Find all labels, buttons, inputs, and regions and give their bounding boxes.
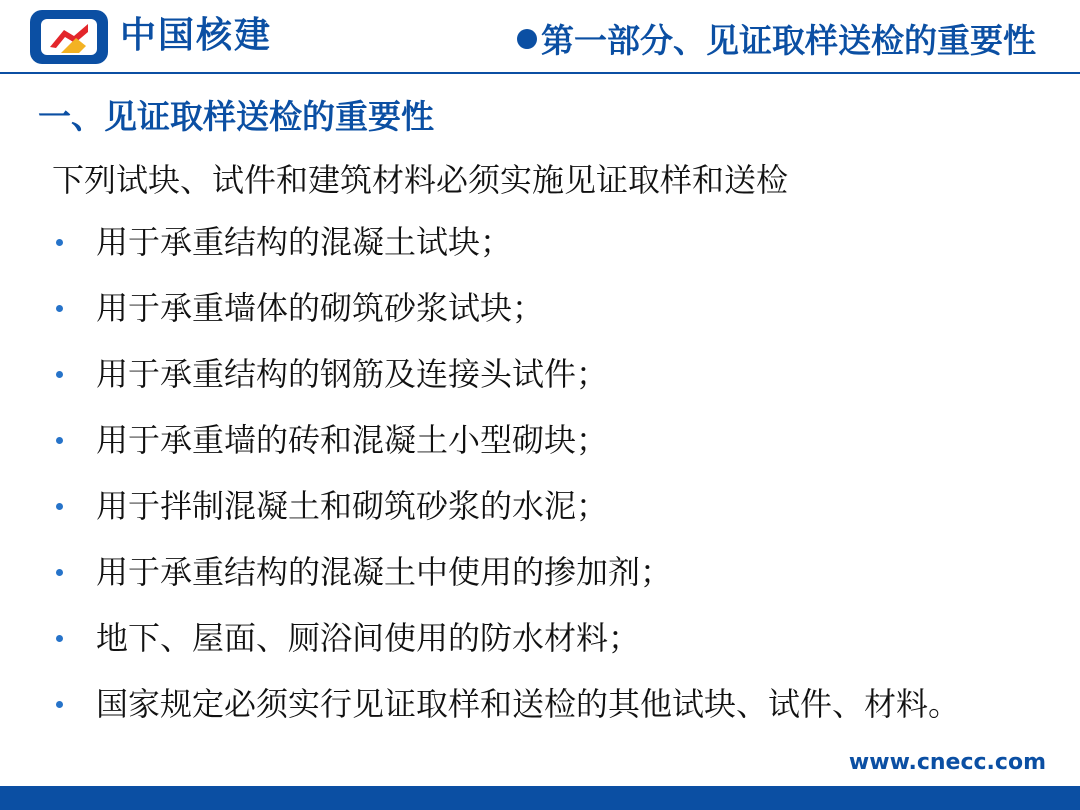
bullet-icon (56, 701, 63, 708)
list-item-text: 用于承重结构的混凝土试块； (96, 223, 513, 261)
list-item (48, 288, 968, 328)
list-item (48, 354, 968, 394)
bullet-icon (56, 305, 63, 312)
bullet-icon (56, 239, 63, 246)
list-item-text: 地下、屋面、厕浴间使用的防水材料； (96, 619, 641, 657)
list-item-text: 用于承重结构的混凝土中使用的掺加剂； (96, 553, 673, 591)
page-heading: 一、见证取样送检的重要性 (38, 97, 434, 136)
bullet-icon (56, 635, 63, 642)
footer-bar (0, 786, 1080, 810)
list-item-text: 用于承重墙体的砌筑砂浆试块； (96, 289, 545, 327)
bullet-icon (56, 569, 63, 576)
list-item (48, 552, 968, 592)
bullet-icon (56, 371, 63, 378)
header-divider (0, 72, 1080, 74)
list-item-text: 国家规定必须实行见证取样和送检的其他试块、试件、材料。 (96, 685, 961, 723)
slide-header (0, 0, 1080, 72)
list-item (48, 618, 968, 658)
section-title-text: 第一部分、见证取样送检的重要性 (541, 21, 1036, 60)
list-item (48, 486, 968, 526)
list-item (48, 420, 968, 460)
brand-name: 中国核建 (120, 15, 273, 56)
website-link[interactable]: www.cnecc.com (848, 750, 1046, 775)
list-item (48, 684, 968, 724)
list-item-text: 用于拌制混凝土和砌筑砂浆的水泥； (96, 487, 609, 525)
bullet-dot-icon (517, 29, 537, 49)
cnecc-logo-icon (28, 8, 110, 66)
intro-text: 下列试块、试件和建筑材料必须实施见证取样和送检 (52, 161, 789, 199)
bullet-list (48, 222, 968, 750)
bullet-icon (56, 503, 63, 510)
bullet-icon (56, 437, 63, 444)
section-title (517, 18, 1036, 64)
list-item-text: 用于承重墙的砖和混凝土小型砌块； (96, 421, 609, 459)
list-item (48, 222, 968, 262)
list-item-text: 用于承重结构的钢筋及连接头试件； (96, 355, 609, 393)
